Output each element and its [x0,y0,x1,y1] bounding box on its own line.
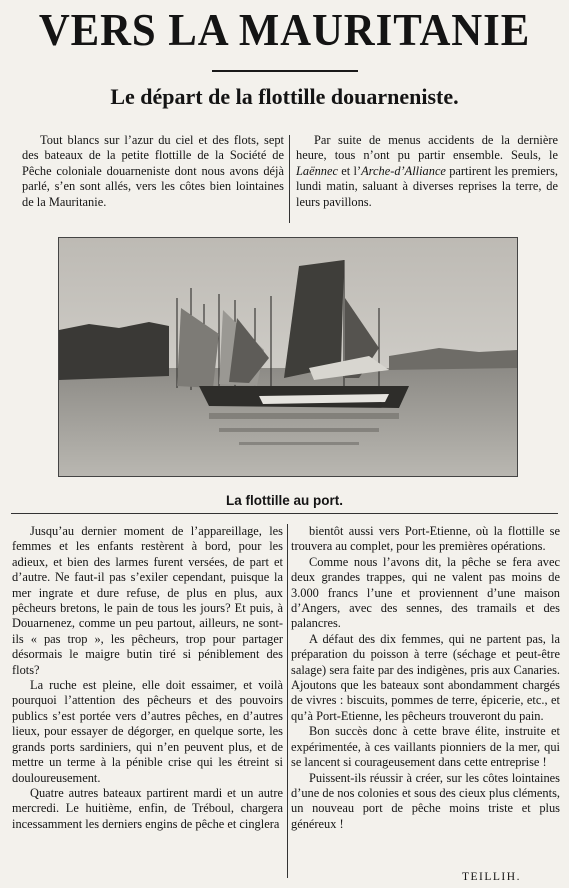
ship-name-arche-alliance: Arche-d’Alliance [361,163,446,178]
intro-right-paragraph [296,133,558,210]
flotilla-photo-illustration [59,238,517,476]
intro-right-text-3: partirent les premiers, lundi matin, saluant à diverses reprises la terre, de leurs pavillons. [296,163,558,209]
intro-left-column [22,133,284,210]
body-paragraph: Comme nous l’avons dit, la pêche se fera avec deux grandes trappes, qui ne valent pas moins de 3.000 francs l’une et proviennent d’une maison d’Angers, avec des sennes, des tramails et des palancres. [291,554,560,631]
ship-name-laennec: Laënnec [296,163,338,178]
subheadline: Le départ de la flottille douarneniste. [110,84,459,109]
body-paragraph: bientôt aussi vers Port-Etienne, où la flottille se trouvera au complet, pour les premières opérations. [291,524,560,554]
body-paragraph: Quatre autres bateaux partirent mardi et un autre mercredi. Le huitième, enfin, de Tréboul, chargera incessamment les derniers engins de pêche et cinglera [12,785,283,831]
intro-left-paragraph: Tout blancs sur l’azur du ciel et des flots, sept des bateaux de la petite flottille de la Société de Pêche coloniale douarneniste dont nous avons déjà parlé, s’en sont allés, vers les côtes bien lointaines de la Mauritanie. [22,133,284,209]
photo-caption: La flottille au port. [226,493,343,508]
headline: VERS LA MAURITANIE [38,4,531,55]
body-paragraph: Jusqu’au dernier moment de l’appareillage, les femmes et les enfants restèrent à bord, pour les adieux, et bien des larmes furent versées, de part et d’autre. Ne faut-il pas s’exiler cependant, puisque la mer ingrate et dure refuse, de plus en plus, aux pêcheurs bretons, le pain de tous les jours? Et puis, à Douarnenez, comme un peu partout, ailleurs, ne sont-ils « pas trop », les pêcheurs, trop pour partager désormais le maigre butin tiré si péniblement des flots? [12,524,283,677]
body-paragraph: A défaut des dix femmes, qui ne partent pas, la préparation du poisson à terre (séchage et peut-être salage) sera faite par des indigènes, pris aux Canaries. Ajoutons que les bateaux sont abondamment chargés de vivres : biscuits, pommes de terre, épicerie, etc., et qu’à Port-Etienne, les pêcheurs trouveront du pain. [291,631,560,723]
body-column-divider [287,524,288,878]
headline-rule [212,70,358,72]
body-paragraph: La ruche est pleine, elle doit essaimer, et voilà pourquoi l’attention des pêcheurs et des pouvoirs publics s’est portée vers d’autres pêches, en d’autres lieux, pour essayer de dégorger, en quelque sorte, les grands ports sardiniers, qui n’en peuvent plus, et de mettre un terme à la pénible crise qui les étreint si douloureusement. [12,678,283,785]
intro-right-text-1: Par suite de menus accidents de la dernière heure, tous n’ont pu partir ensemble. Seuls, le [296,133,558,163]
body-right-column [291,524,560,832]
intro-right-text-2: et l’ [337,163,362,178]
intro-column-divider [289,135,290,223]
harbor-photo [58,237,518,477]
intro-right-column [296,133,558,210]
body-paragraph: Puissent-ils réussir à créer, sur les côtes lointaines d’une de nos colonies et sous des cieux plus cléments, un nouveau port de pêche moins triste et plus généreux ! [291,770,560,831]
body-left-column [12,524,283,832]
body-paragraph: Bon succès donc à cette brave élite, instruite et expérimentée, à ces vaillants pionniers de la mer, qui se lancent si courageusement dans cette entreprise ! [291,724,560,770]
section-rule [11,513,558,514]
author-signature: TEILLIH. [462,871,521,883]
